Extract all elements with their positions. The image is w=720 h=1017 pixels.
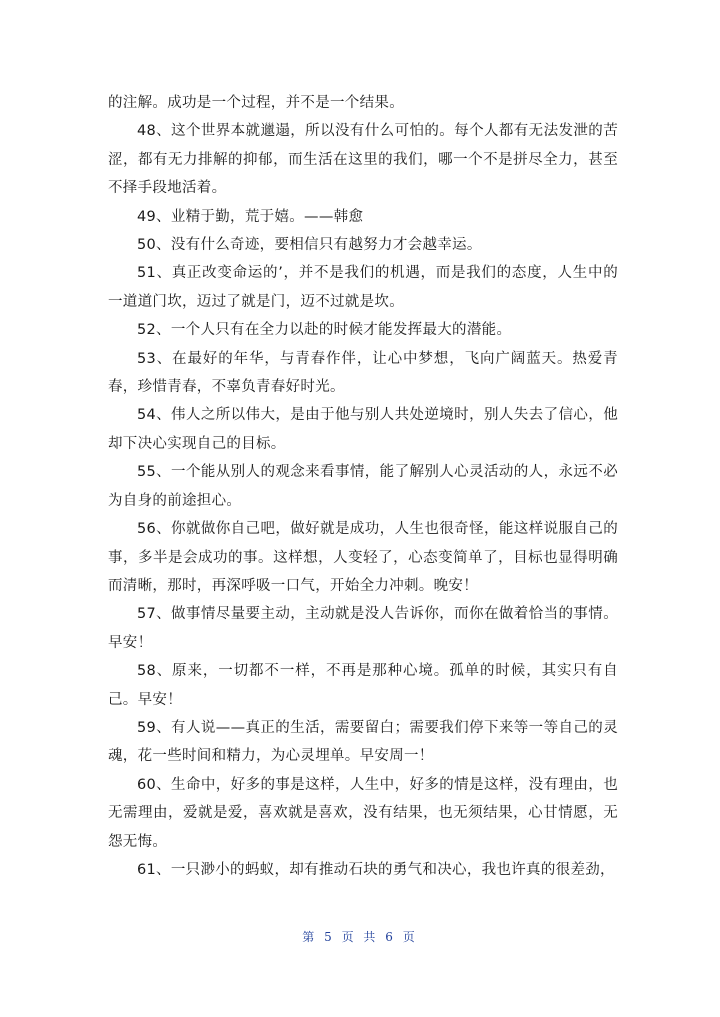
paragraph: 57、做事情尽量要主动，主动就是没人告诉你，而你在做着恰当的事情。早安！ xyxy=(108,606,618,651)
paragraph: 51、真正改变命运的’，并不是我们的机遇，而是我们的态度，人生中的一道道门坎，迈过了就是门，迈不过就是坎。 xyxy=(108,265,618,310)
current-page-number: 5 xyxy=(324,930,335,944)
paragraph: 61、一只渺小的蚂蚁，却有推动石块的勇气和决心，我也许真的很差劲， xyxy=(137,861,615,878)
paragraph: 58、原来，一切都不一样，不再是那种心境。孤单的时候，其实只有自己。早安！ xyxy=(108,663,618,708)
paragraph: 60、生命中，好多的事是这样，人生中，好多的情是这样，没有理由，也无需理由，爱就是爱，喜欢就是喜欢，没有结果，也无须结果，心甘情愿，无怨无悔。 xyxy=(108,776,618,850)
paragraph: 52、一个人只有在全力以赴的时候才能发挥最大的潜能。 xyxy=(137,322,512,339)
paragraph: 的注解。成功是一个过程，并不是一个结果。 xyxy=(108,95,404,111)
paragraph: 49、业精于勤，荒于嬉。——韩愈 xyxy=(137,208,364,225)
footer-prefix: 第 xyxy=(302,930,318,944)
paragraph: 48、这个世界本就邋遢，所以没有什么可怕的。每个人都有无法发泄的苦涩，都有无力排解的抑郁，而生活在这里的我们，哪一个不是拼尽全力，甚至不择手段地活着。 xyxy=(108,123,618,197)
footer-middle: 页 共 xyxy=(341,930,379,944)
paragraph: 55、一个能从别人的观念来看事情，能了解别人心灵活动的人，永远不必为自身的前途担心。 xyxy=(108,464,618,509)
footer-suffix: 页 xyxy=(402,930,418,944)
total-pages-number: 6 xyxy=(385,930,396,944)
paragraph: 56、你就做你自己吧，做好就是成功，人生也很奇怪，能这样说服自己的事，多半是会成功的事。这样想，人变轻了，心态变简单了，目标也显得明确而清晰，那时，再深呼吸一口气，开始全力冲刺。晚安！ xyxy=(108,521,618,594)
page-footer xyxy=(0,928,720,945)
document-body xyxy=(108,89,618,884)
paragraph: 50、没有什么奇迹，要相信只有越努力才会越幸运。 xyxy=(137,237,482,254)
paragraph: 54、伟人之所以伟大，是由于他与别人共处逆境时，别人失去了信心，他却下决心实现自己的目标。 xyxy=(108,407,618,452)
paragraph: 59、有人说——真正的生活，需要留白；需要我们停下来等一等自己的灵魂，花一些时间和精力，为心灵埋单。早安周一！ xyxy=(108,719,618,765)
paragraph: 53、在最好的年华，与青春作伴，让心中梦想，飞向广阔蓝天。热爱青春，珍惜青春，不辜负青春好时光。 xyxy=(108,350,618,396)
